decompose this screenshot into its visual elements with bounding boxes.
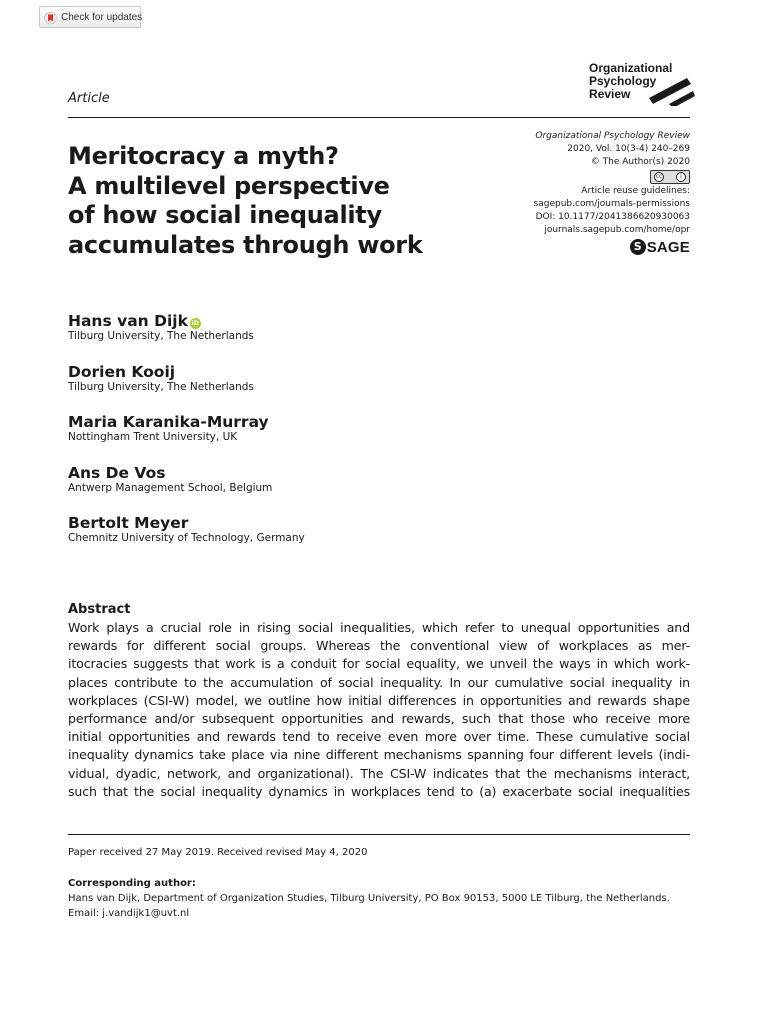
author-entry [68, 363, 568, 414]
received-dates: Paper received 27 May 2019. Received revised May 4, 2020 [68, 847, 368, 858]
author-affiliation: Chemnitz University of Technology, Germany [68, 532, 305, 545]
journal-homepage-link[interactable]: journals.sagepub.com/home/opr [544, 225, 690, 235]
article-metadata [430, 130, 690, 255]
title-line: of how social inequality [68, 201, 382, 229]
article-type-label: Article [68, 91, 110, 106]
author-affiliation: Tilburg University, The Netherlands [68, 380, 254, 393]
sage-s-icon: S [630, 239, 646, 255]
abstract-line: rewards for different social groups. Whereas the conventional view of workplaces as mer- [68, 638, 690, 654]
volume-info: 2020, Vol. 10(3-4) 240–269 [567, 144, 690, 154]
journal-name: Organizational Psychology Review [535, 131, 690, 141]
author-affiliation: Antwerp Management School, Belgium [68, 481, 273, 494]
author-name[interactable]: Bertolt Meyer [68, 514, 189, 533]
author-entry [68, 514, 568, 565]
abstract-line: places contribute to the accumulation of social inequality. In our cumulative social inequality in [68, 674, 690, 690]
abstract-line: itocracies suggests that work is a conduit for social equality, we unveil the ways in which work- [68, 656, 690, 672]
corresponding-author-heading: Corresponding author: [68, 878, 196, 889]
corresponding-author-details [68, 891, 708, 921]
orcid-icon[interactable]: iD [191, 320, 199, 327]
journal-logo-mark-icon [647, 74, 697, 106]
title-line: Meritocracy a myth? [68, 142, 339, 170]
copyright-notice: © The Author(s) 2020 [590, 157, 690, 167]
author-affiliation: Nottingham Trent University, UK [68, 431, 238, 444]
author-name[interactable]: Maria Karanika-Murray [68, 413, 269, 432]
title-line: accumulates through work [68, 230, 423, 259]
corresponding-address: Hans van Dijk, Department of Organization Studies, Tilburg University, PO Box 90153, 5000 LE Tilburg, the Netherlands. [68, 893, 670, 904]
abstract-text [68, 619, 690, 801]
author-name[interactable]: Ans De Vos [68, 463, 166, 482]
abstract-line: workplaces (CSI-W) model, we outline how initial differences in opportunities and rewards shape [68, 692, 690, 708]
sage-publisher-logo [630, 239, 690, 255]
journal-logo-line: Organizational [589, 61, 673, 75]
abstract-line: vidual, dyadic, network, and organizational). The CSI-W indicates that the mechanisms interact, [68, 765, 690, 781]
author-name[interactable]: Dorien Kooij [68, 362, 176, 381]
cc-license-badge-icon[interactable]: cc i [650, 170, 690, 184]
abstract-line: performance and/or subsequent opportunities and rewards, such that those who receive more [68, 711, 690, 727]
corresponding-email[interactable]: Email: j.vandijk1@uvt.nl [68, 908, 190, 919]
reuse-guidelines-link[interactable]: sagepub.com/journals-permissions [533, 199, 690, 209]
journal-logo-line: Review [589, 87, 631, 101]
sage-logo-text: SAGE [646, 238, 690, 256]
author-list [68, 312, 568, 565]
abstract-heading: Abstract [68, 602, 131, 617]
check-for-updates-icon [44, 10, 57, 24]
author-entry [68, 312, 568, 363]
journal-logo [589, 62, 699, 112]
author-name[interactable]: Hans van Dijk [68, 312, 188, 330]
header-divider [68, 117, 690, 118]
journal-logo-line: Psychology [589, 74, 657, 88]
abstract-line: initial opportunities and rewards tend to receive even more over time. These cumulative social [68, 729, 690, 745]
check-for-updates-label: Check for updates [61, 11, 143, 23]
author-affiliation: Tilburg University, The Netherlands [68, 330, 254, 342]
abstract-line: such that the social inequality dynamics in workplaces tend to (a) exacerbate social inequalities [68, 783, 690, 799]
abstract-line: inequality dynamics take place via nine different mechanisms spanning four different levels (indi- [68, 747, 690, 763]
author-entry [68, 413, 568, 464]
abstract-line: Work plays a crucial role in rising social inequalities, which refer to unequal opportunities and [68, 620, 690, 635]
check-for-updates-button[interactable] [39, 6, 141, 28]
author-entry [68, 464, 568, 515]
title-line: A multilevel perspective [68, 171, 390, 200]
footnote-divider [68, 834, 690, 835]
reuse-guidelines-label: Article reuse guidelines: [581, 186, 690, 196]
doi-link[interactable]: DOI: 10.1177/2041386620930063 [535, 212, 690, 222]
